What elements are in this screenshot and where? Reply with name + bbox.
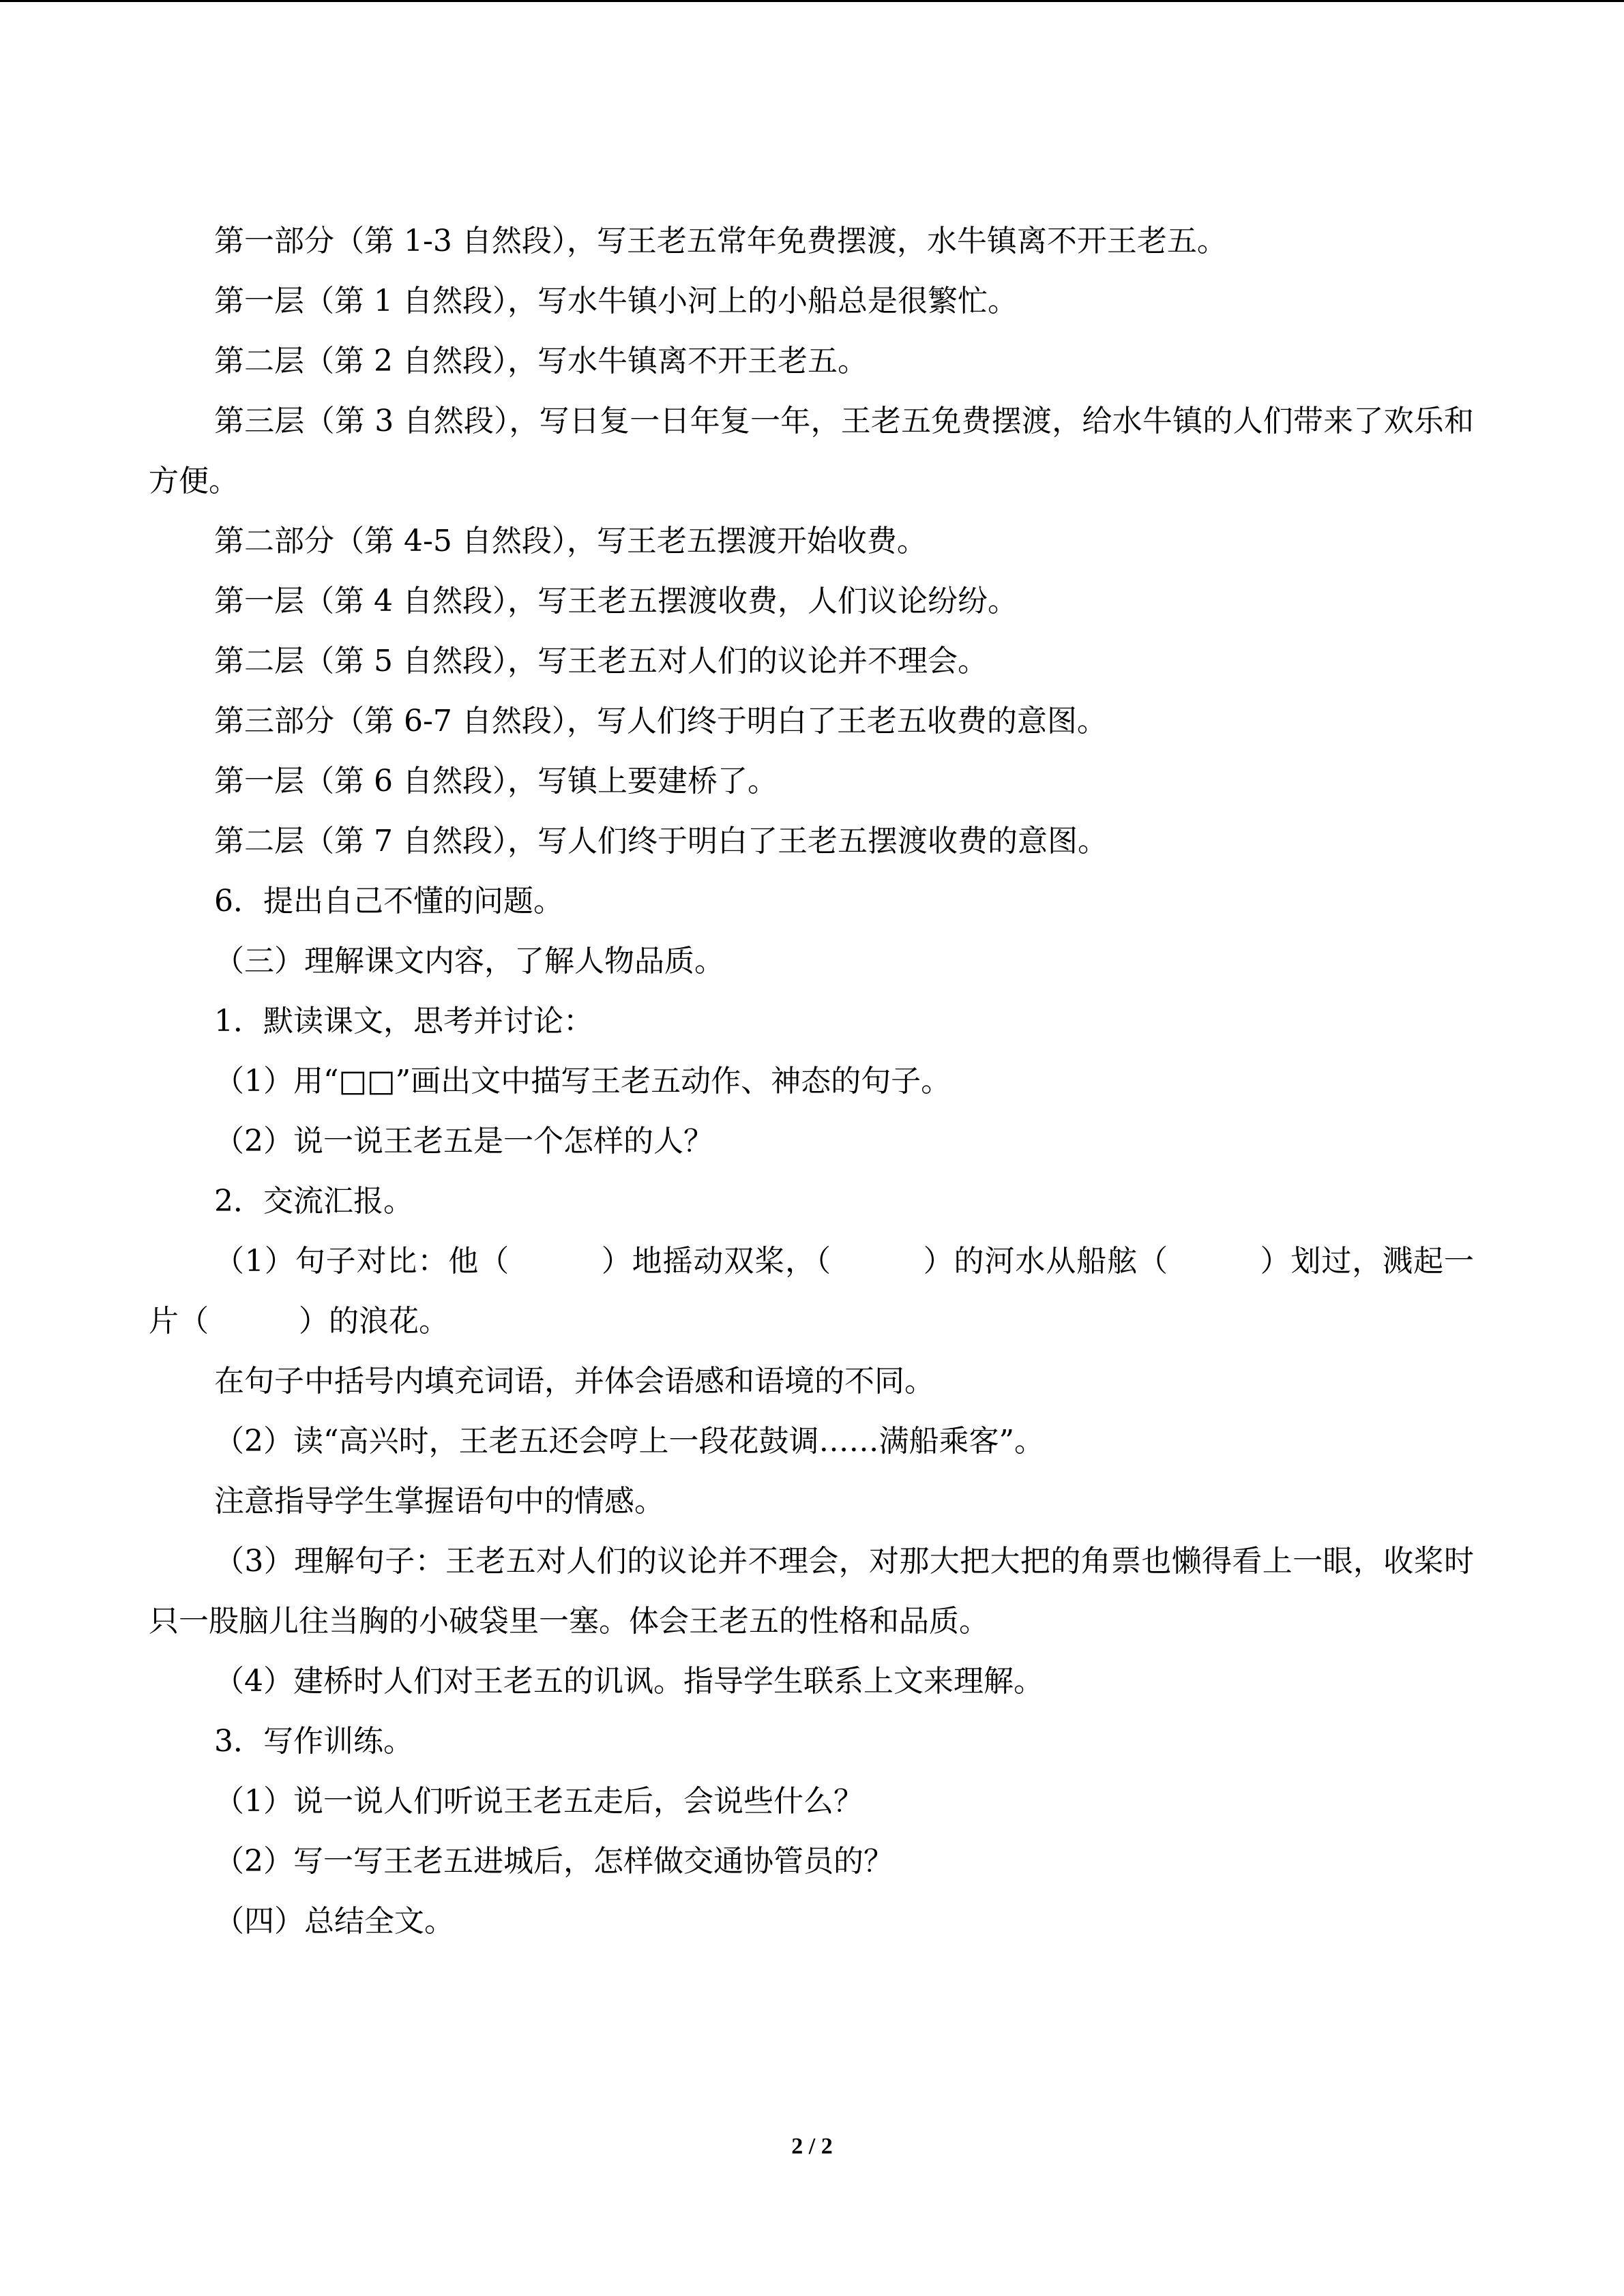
paragraph-part-three-layer-one: 第一层（第 6 自然段），写镇上要建桥了。 xyxy=(214,764,778,799)
section-heading-three: （三）理解课文内容，了解人物品质。 xyxy=(214,944,724,979)
paragraph-part-one-layer-three: 第三层（第 3 自然段），写日复一日年复一年，王老五免费摆渡，给水牛镇的人们带来了欢乐和方便。 xyxy=(149,404,1474,498)
paragraph-task-three-item-one: （1）说一说人们听说王老五走后，会说些什么？ xyxy=(214,1784,863,1819)
page-number: 2 / 2 xyxy=(791,2134,833,2159)
paragraph-part-two: 第二部分（第 4-5 自然段），写王老五摆渡开始收费。 xyxy=(214,524,927,558)
paragraph-part-two-layer-one: 第一层（第 4 自然段），写王老五摆渡收费，人们议论纷纷。 xyxy=(214,584,1018,618)
paragraph-part-one-layer-one: 第一层（第 1 自然段），写水牛镇小河上的小船总是很繁忙。 xyxy=(214,284,1018,318)
paragraph-step-six: 6．提出自己不懂的问题。 xyxy=(214,884,563,919)
paragraph-task-two: 2．交流汇报。 xyxy=(214,1184,413,1219)
paragraph-task-three-item-two: （2）写一写王老五进城后，怎样做交通协管员的？ xyxy=(214,1844,894,1879)
paragraph-part-three: 第三部分（第 6-7 自然段），写人们终于明白了王老五收费的意图。 xyxy=(214,704,1107,739)
paragraph-task-two-item-one: （1）句子对比：他（ ）地摇动双桨，（ ）的河水从船舷（ ）划过，溅起一片（ ）的浪花。 xyxy=(149,1244,1474,1339)
section-heading-four: （四）总结全文。 xyxy=(214,1904,454,1939)
paragraph-task-three: 3．写作训练。 xyxy=(214,1724,413,1759)
paragraph-task-one: 1．默读课文，思考并讨论： xyxy=(214,1004,593,1039)
paragraph-emotion-note: 注意指导学生掌握语句中的情感。 xyxy=(214,1484,664,1519)
paragraph-part-two-layer-two: 第二层（第 5 自然段），写王老五对人们的议论并不理会。 xyxy=(214,644,988,679)
paragraph-task-two-item-four: （4）建桥时人们对王老五的讥讽。指导学生联系上文来理解。 xyxy=(214,1664,1044,1699)
paragraph-part-one-layer-two: 第二层（第 2 自然段），写水牛镇离不开王老五。 xyxy=(214,344,868,378)
paragraph-task-one-item-one: （1）用“□□”画出文中描写王老五动作、神态的句子。 xyxy=(214,1064,951,1099)
paragraph-fill-in-note: 在句子中括号内填充词语，并体会语感和语境的不同。 xyxy=(214,1364,934,1399)
paragraph-part-three-layer-two: 第二层（第 7 自然段），写人们终于明白了王老五摆渡收费的意图。 xyxy=(214,824,1108,859)
paragraph-task-two-item-two: （2）读“高兴时，王老五还会哼上一段花鼓调……满船乘客”。 xyxy=(214,1424,1044,1459)
paragraph-part-one: 第一部分（第 1-3 自然段），写王老五常年免费摆渡，水牛镇离不开王老五。 xyxy=(214,224,1227,258)
paragraph-task-one-item-two: （2）说一说王老五是一个怎样的人？ xyxy=(214,1124,713,1159)
document-body xyxy=(149,211,1474,1952)
top-border-line xyxy=(0,0,1624,2)
paragraph-task-two-item-three: （3）理解句子：王老五对人们的议论并不理会，对那大把大把的角票也懒得看上一眼，收桨时只一股脑儿往当胸的小破袋里一塞。体会王老五的性格和品质。 xyxy=(149,1544,1474,1639)
